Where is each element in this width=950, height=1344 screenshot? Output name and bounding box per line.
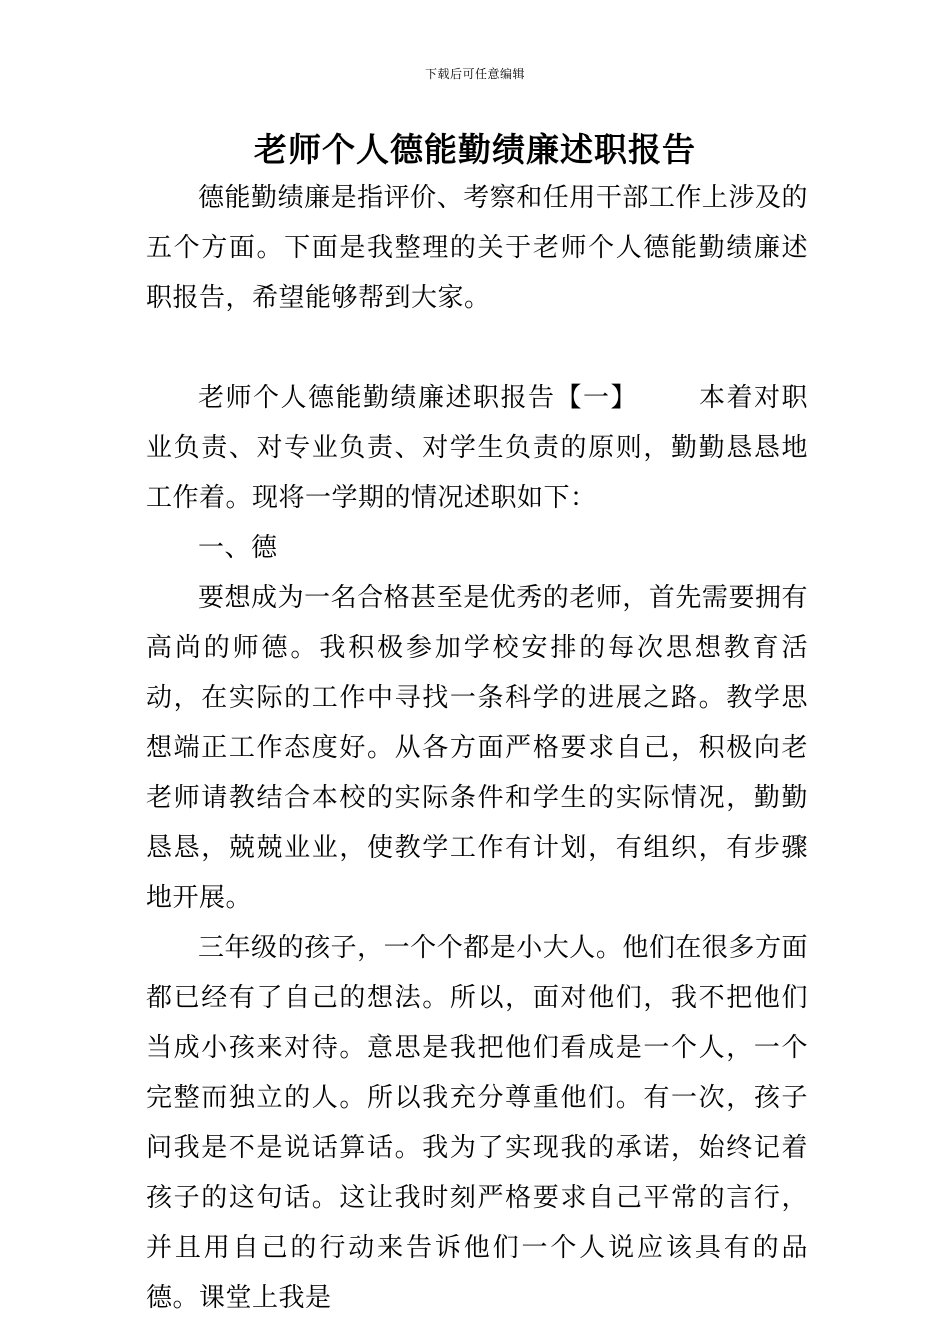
section-one-paragraph: [146, 373, 808, 523]
body-paragraph-1: 要想成为一名合格甚至是优秀的老师，首先需要拥有高尚的师德。我积极参加学校安排的每次思想教育活动，在实际的工作中寻找一条科学的进展之路。教学思想端正工作态度好。从各方面严格要求自己，积极向老老师请教结合本校的实际条件和学生的实际情况，勤勤恳恳，兢兢业业，使教学工作有计划，有组织，有步骤地开展。: [146, 583, 808, 913]
header-note: 下载后可任意编辑: [424, 67, 525, 81]
document-title: 老师个人德能勤绩廉述职报告: [254, 130, 696, 169]
body-paragraph-2: 三年级的孩子，一个个都是小大人。他们在很多方面都已经有了自己的想法。所以，面对他们，我不把他们当成小孩来对待。意思是我把他们看成是一个人，一个完整而独立的人。所以我充分尊重他们。有一次，孩子问我是不是说话算话。我为了实现我的承诺，始终记着孩子的这句话。这让我时刻严格要求自己平常的言行，并且用自己的行动来告诉他们一个人说应该具有的品德。课堂上我是: [146, 933, 808, 1313]
intro-paragraph: 德能勤绩廉是指评价、考察和任用干部工作上涉及的五个方面。下面是我整理的关于老师个人德能勤绩廉述职报告，希望能够帮到大家。: [146, 183, 808, 313]
document-body: [146, 173, 808, 1323]
section-one-heading: 老师个人德能勤绩廉述职报告【一】: [198, 383, 638, 413]
subheading-de: 一、德: [198, 533, 278, 563]
section-one-lead: 本着对职业负责、对专业负责、对学生负责的原则，勤勤恳恳地工作着。现将一学期的情况述职如下：: [146, 383, 808, 513]
